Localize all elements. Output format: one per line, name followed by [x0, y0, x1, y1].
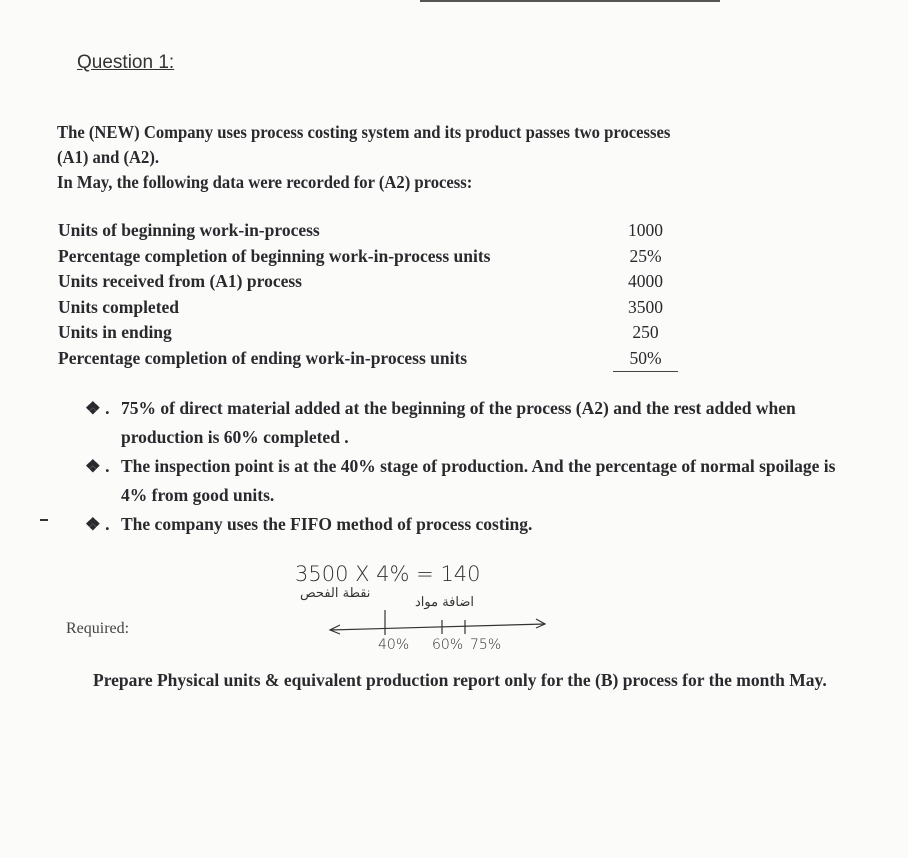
data-row — [58, 346, 678, 373]
handwritten-calculation: 3500 X 4% = 140 — [295, 562, 481, 586]
handwritten-inspection-note: نقطة الفحص — [300, 586, 371, 601]
intro-line-1: The (NEW) Company uses process costing system and its product passes two processes — [57, 122, 671, 142]
diamond-bullet-icon: ❖ . — [85, 456, 110, 476]
handwritten-material-note: اضافة مواد — [415, 595, 475, 610]
data-value: 4000 — [628, 271, 663, 291]
intro-paragraph — [57, 120, 874, 195]
data-row — [58, 320, 678, 346]
required-label: Required: — [66, 620, 130, 637]
bullet-list — [85, 394, 865, 539]
data-value: 50% — [613, 346, 678, 373]
handwritten-mark-75: 75% — [470, 637, 502, 653]
data-row — [58, 244, 678, 270]
diamond-bullet-icon: ❖ . — [85, 398, 110, 418]
data-row — [58, 295, 678, 321]
diamond-bullet-icon: ❖ . — [85, 514, 110, 534]
data-row — [58, 218, 678, 244]
data-label: Units in ending — [58, 322, 172, 342]
data-label: Units of beginning work-in-process — [58, 220, 320, 240]
data-value: 25% — [629, 245, 662, 266]
handwritten-timeline — [320, 600, 560, 640]
data-row — [58, 269, 678, 295]
bullet-text: The inspection point is at the 40% stage of production. And the percentage of normal spoilage is 4% from good units. — [121, 456, 836, 505]
margin-dash — [40, 519, 48, 521]
bullet-text: 75% of direct material added at the beginning of the process (A2) and the rest added when production is 60% completed . — [121, 398, 796, 447]
data-label: Units received from (A1) process — [58, 271, 302, 291]
bullet-item — [85, 394, 865, 452]
data-value: 250 — [632, 322, 659, 342]
data-label: Percentage completion of ending work-in-process units — [58, 347, 468, 368]
required-task: Prepare Physical units & equivalent production report only for the (B) process for the month May. — [93, 670, 827, 690]
bullet-text: The company uses the FIFO method of process costing. — [121, 514, 533, 534]
intro-line-3: In May, the following data were recorded for (A2) process: — [57, 172, 473, 192]
data-label: Percentage completion of beginning work-in-process units — [58, 245, 491, 266]
data-value: 1000 — [628, 220, 663, 240]
data-label: Units completed — [58, 296, 180, 317]
bullet-item — [85, 510, 865, 539]
handwritten-mark-40: 40% — [378, 637, 410, 653]
data-list — [58, 218, 678, 372]
bullet-item — [85, 452, 865, 510]
handwritten-mark-60: 60% — [432, 637, 464, 653]
intro-line-2: (A1) and (A2). — [57, 147, 160, 167]
question-heading: Question 1: — [77, 52, 175, 73]
data-value: 3500 — [628, 296, 663, 317]
top-edge-line — [420, 0, 720, 2]
